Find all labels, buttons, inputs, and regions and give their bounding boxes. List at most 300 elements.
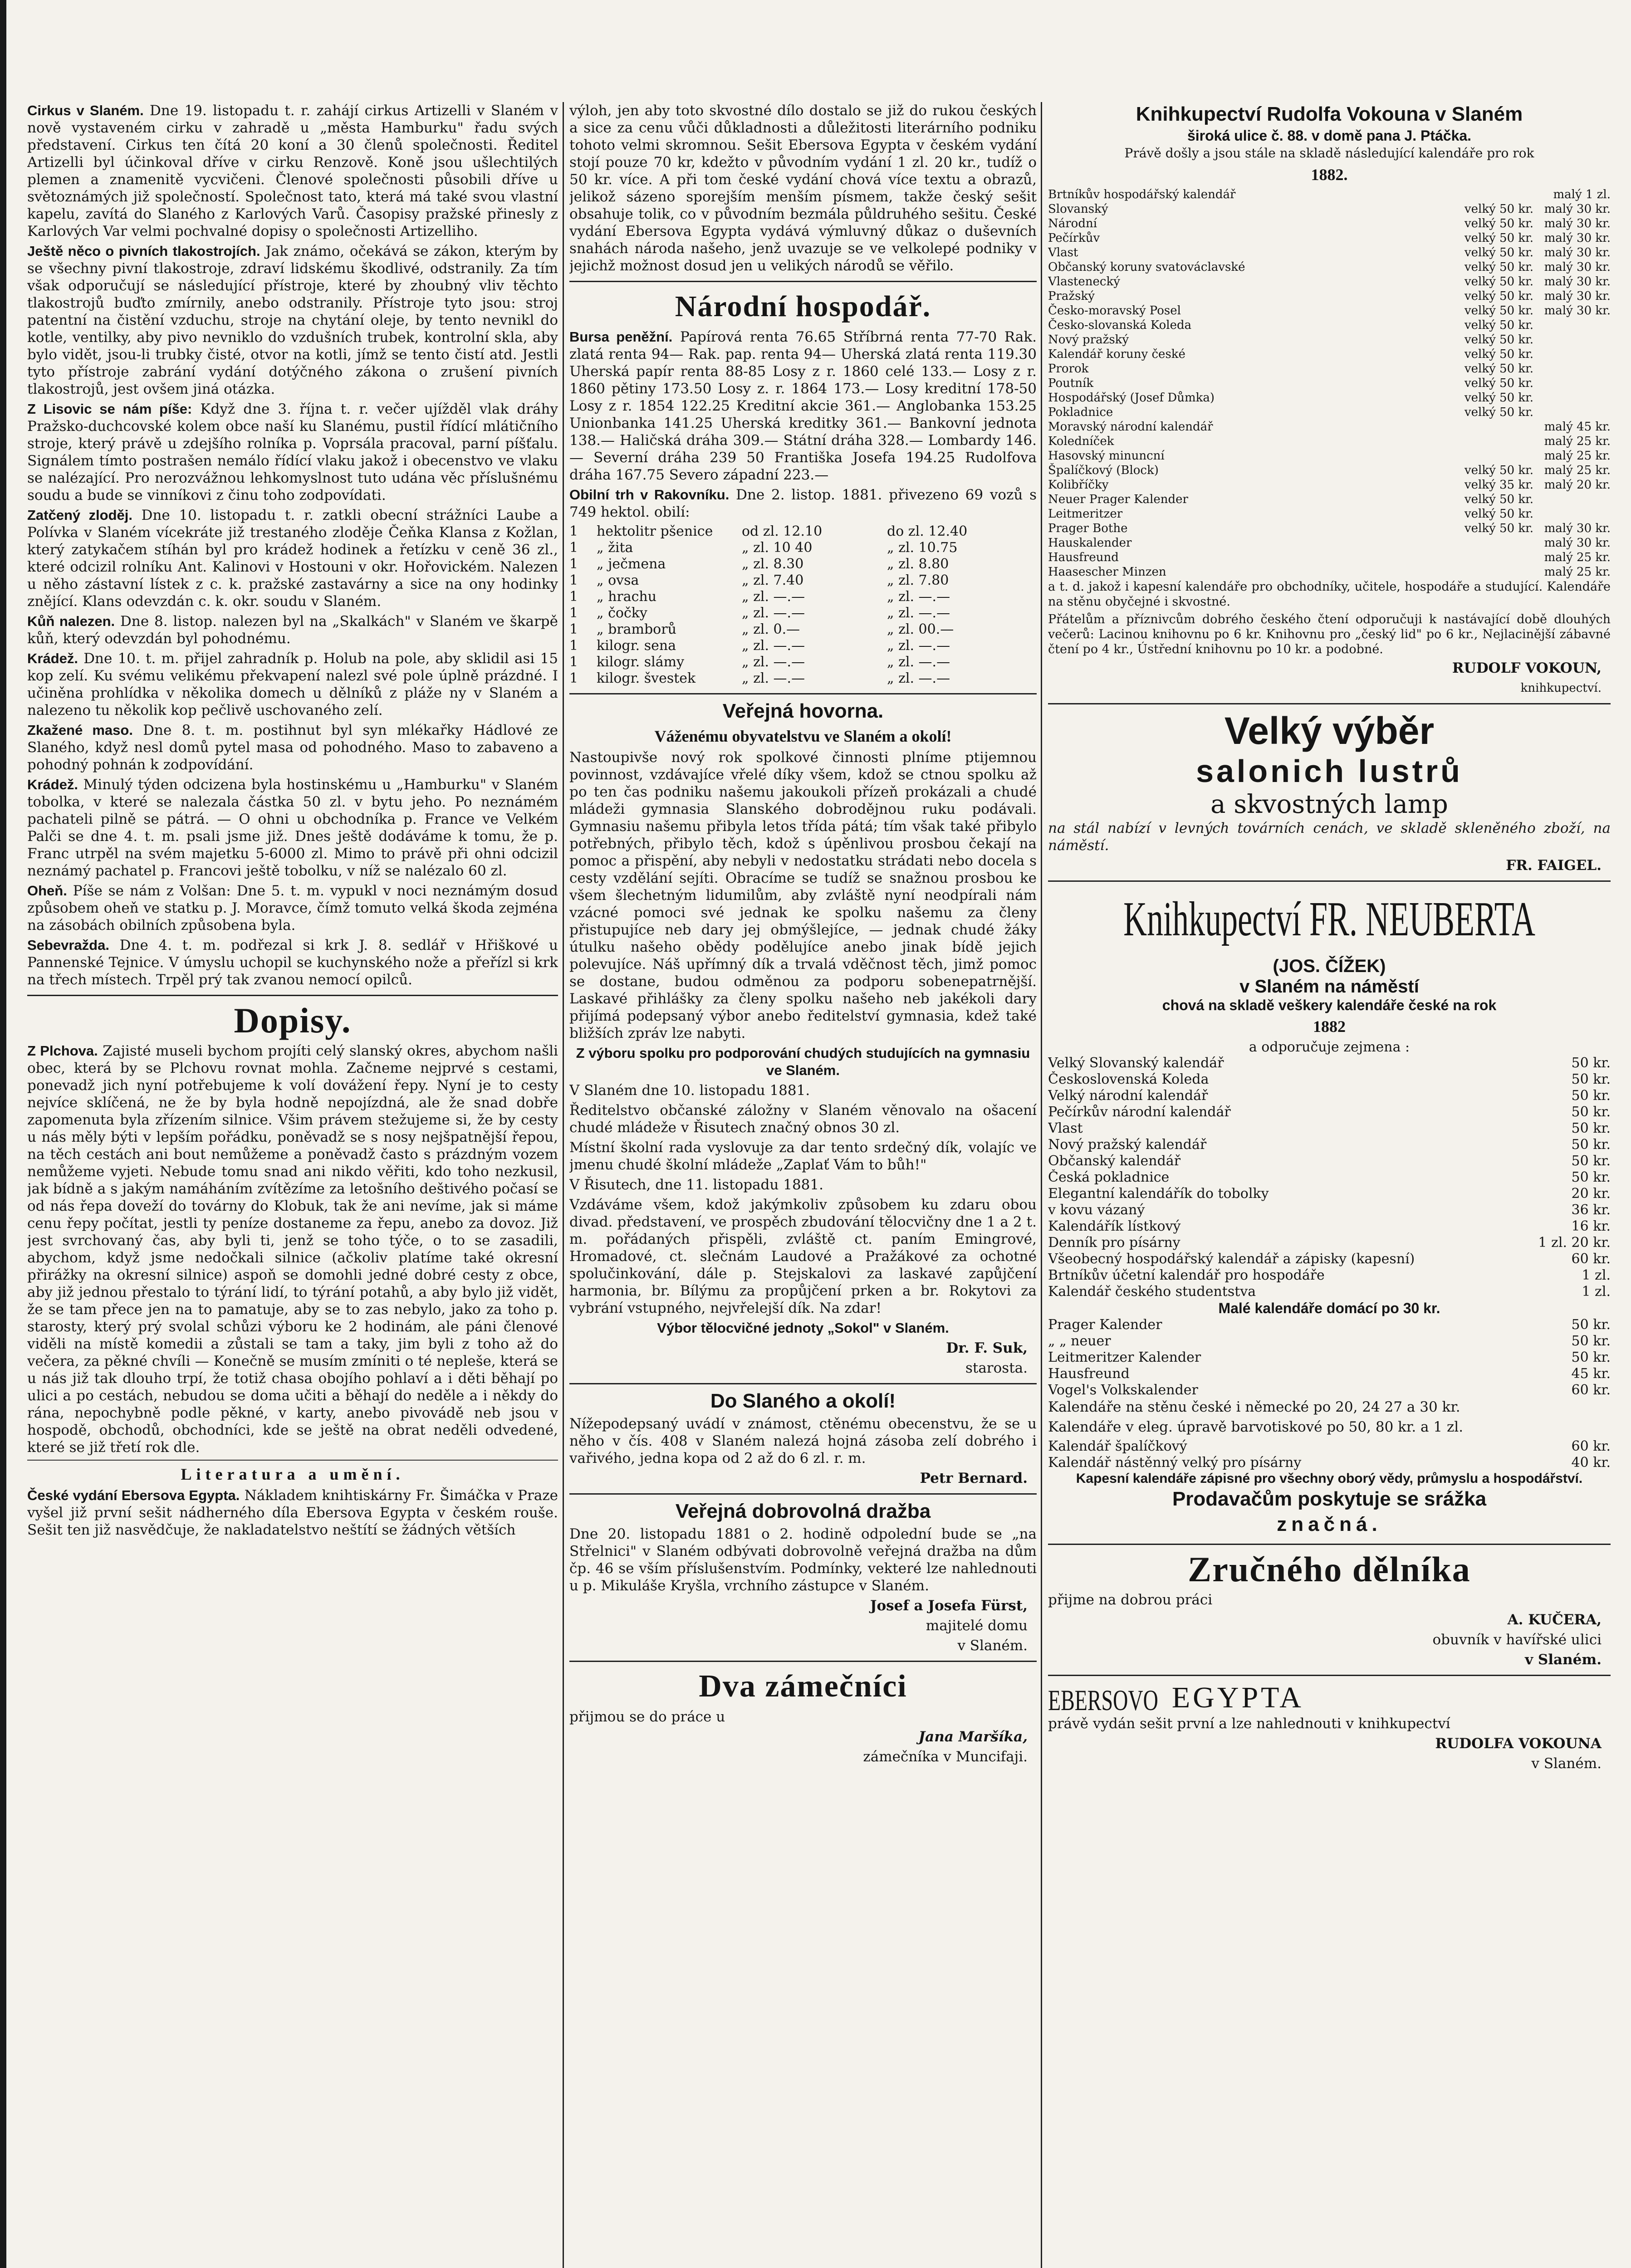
ad-faigel-subtitle: salonich lustrů bbox=[1196, 753, 1463, 789]
calendar-name: Velký národní kalendář bbox=[1048, 1088, 1208, 1104]
calendar-name: Moravský národní kalendář bbox=[1048, 420, 1213, 434]
grain-cell: „ zl. —.— bbox=[887, 589, 950, 605]
calendar-row bbox=[1048, 449, 1611, 463]
ad-vokoun-intro: Právě došly a jsou stále na skladě následující kalendáře pro rok bbox=[1124, 146, 1534, 161]
calendar-name: Leitmeritzer Kalender bbox=[1048, 1349, 1201, 1365]
grain-cell: „ zl. 10.75 bbox=[887, 540, 958, 556]
calendar-price-large bbox=[1456, 434, 1533, 449]
calendar-row bbox=[1048, 1137, 1611, 1153]
calendar-row bbox=[1048, 550, 1611, 565]
grain-row bbox=[569, 540, 1037, 556]
calendar-row bbox=[1048, 303, 1611, 318]
calendar-price: 50 kr. bbox=[1571, 1169, 1611, 1185]
calendar-row bbox=[1048, 521, 1611, 536]
grain-cell: 1 bbox=[569, 670, 578, 686]
calendar-row bbox=[1048, 332, 1611, 347]
ad-neubert-location: v Slaném na náměstí bbox=[1239, 977, 1419, 997]
calendar-price-large: velký 50 kr. bbox=[1464, 289, 1533, 303]
article-grain: Obilní trh v Rakovníku. Dne 2. listop. 1881. přivezeno 69 vozů s 749 hektol. obilí: bbox=[569, 487, 1037, 520]
section-title-dopisy: Dopisy. bbox=[234, 1001, 352, 1040]
calendar-price-large: velký 50 kr. bbox=[1464, 217, 1533, 230]
ad-vokoun-note2: Přátelům a příznivcům dobrého českého čtení odporučuji k nastávající době dlouhých večerů: Lacinou knihovnu po 6 kr. Knihovnu pro „český lid" po 6 kr., Nejlacinější zábavné čtení po 4 kr., Ústřední knihovnu po 10 kr. a podobné. bbox=[1048, 612, 1611, 656]
grain-cell: „ zl. —.— bbox=[887, 670, 950, 686]
ad-faigel-subtitle2: a skvostných lamp bbox=[1210, 790, 1448, 819]
section-divider bbox=[569, 1383, 1037, 1384]
article-lisovic: Z Lisovic se nám píše: Když dne 3. října t. r. večer ujížděl vlak dráhy Pražsko-duchcovské kolem obce naší ku Slanému, pustil řídící mlátičního stroje, který právě u zdejšího rolníka p. Voprsála pracoval, parní píšťalu. Signálem tímto postrašen nemálo řídící vlaku jakož i obecenstvo ve vlaku se nalézající. Pro nerozvážnou lehkomyslnost tuto udána věc příslušnému soudu a bude se vinníkovi z činu toho zodpovídati. bbox=[27, 401, 558, 503]
calendar-price-large: velký 50 kr. bbox=[1464, 231, 1533, 245]
ad-faigel-title: Velký výběr bbox=[1224, 709, 1435, 752]
ad-kucera-text: přijme na dobrou práci bbox=[1048, 1592, 1213, 1608]
grain-row bbox=[569, 621, 1037, 638]
grain-cell: „ zl. —.— bbox=[742, 654, 805, 670]
calendar-row bbox=[1048, 1284, 1611, 1300]
calendar-name: Hospodářský (Josef Důmka) bbox=[1048, 391, 1215, 405]
calendar-row bbox=[1048, 289, 1611, 303]
grain-cell: „ zl. 7.40 bbox=[742, 572, 804, 588]
calendar-price-small: malý 1 zl. bbox=[1553, 188, 1611, 201]
calendar-price: 50 kr. bbox=[1571, 1088, 1611, 1104]
calendar-row bbox=[1048, 1169, 1611, 1186]
calendar-row bbox=[1048, 434, 1611, 449]
grain-cell: 1 bbox=[569, 654, 578, 670]
ad-vokoun-title: Knihkupectví Rudolfa Vokouna v Slaném bbox=[1136, 103, 1523, 125]
calendar-price-large: velký 50 kr. bbox=[1464, 347, 1533, 361]
calendar-price-small bbox=[1533, 332, 1611, 347]
calendar-name: Kalendář nástěnný velký pro písárny bbox=[1048, 1455, 1302, 1471]
calendar-name: Nový pražský bbox=[1048, 333, 1129, 347]
grain-cell: „ čočky bbox=[597, 605, 647, 621]
calendar-row bbox=[1048, 260, 1611, 274]
ad-neubert-recommend: a odporučuje zejmena : bbox=[1249, 1039, 1410, 1055]
calendar-name: Hausfreund bbox=[1048, 551, 1119, 564]
calendar-price-small bbox=[1533, 376, 1611, 391]
ad-ebers-sig2: v Slaném. bbox=[1531, 1755, 1602, 1772]
calendar-price: 50 kr. bbox=[1571, 1071, 1611, 1087]
calendar-row bbox=[1048, 1186, 1611, 1202]
calendar-price-large: velký 50 kr. bbox=[1464, 202, 1533, 216]
ad-slaneho-text: Nížepodepsaný uvádí v známost, ctěnému obecenstvu, že se u něho v čís. 408 v Slaném nalezá hojná zásoba zelí dobrého i vařivého, jedna kopa od 2 až do 6 zl. r. m. bbox=[569, 1416, 1037, 1466]
section-title-literatura: Literatura a umění. bbox=[181, 1465, 405, 1483]
section-divider bbox=[1048, 703, 1611, 704]
calendar-name: Elegantní kalendářík do tobolky bbox=[1048, 1186, 1269, 1202]
section-divider bbox=[27, 995, 558, 996]
ad-faigel-text: na stál nabízí v levných továrních cenách, ve skladě skleněného zboží, na náměstí. bbox=[1048, 820, 1611, 854]
sokol-signature: Výbor tělocvičné jednoty „Sokol" v Slaném. bbox=[657, 1320, 949, 1336]
calendar-row bbox=[1048, 376, 1611, 391]
sokol-name: Dr. F. Suk, bbox=[946, 1340, 1028, 1356]
calendar-price-large bbox=[1456, 187, 1533, 202]
grain-cell: „ hrachu bbox=[597, 589, 657, 605]
calendar-name: Nový pražský kalendář bbox=[1048, 1137, 1207, 1153]
calendar-row bbox=[1048, 391, 1611, 405]
calendar-price-large bbox=[1456, 420, 1533, 434]
grain-cell: „ zl. —.— bbox=[887, 654, 950, 670]
grain-cell: „ bramborů bbox=[597, 621, 676, 637]
zalozna-note: Ředitelstvo občanské záložny v Slaném věnovalo na ošacení chudé mládeže v Řisutech značný obnos 30 zl. bbox=[569, 1102, 1037, 1136]
calendar-price: 50 kr. bbox=[1571, 1153, 1611, 1169]
ad-faigel-signature: FR. FAIGEL. bbox=[1506, 857, 1602, 874]
grain-cell: 1 bbox=[569, 556, 578, 572]
calendar-name: Hauskalender bbox=[1048, 536, 1132, 550]
calendar-name: Všeobecný hospodářský kalendář a zápisky (kapesní) bbox=[1048, 1251, 1415, 1267]
calendar-price: 60 kr. bbox=[1571, 1382, 1611, 1398]
calendar-row bbox=[1048, 1218, 1611, 1235]
calendar-name: Česká pokladnice bbox=[1048, 1169, 1170, 1185]
section-divider bbox=[1048, 1675, 1611, 1676]
calendar-row bbox=[1048, 1120, 1611, 1137]
calendar-price-small: malý 20 kr. bbox=[1544, 478, 1611, 492]
grain-cell: „ zl. 8.30 bbox=[742, 556, 804, 572]
thanks-subtitle: Váženému obyvatelstvu ve Slaném a okolí! bbox=[654, 727, 952, 745]
grain-cell: „ zl. —.— bbox=[887, 638, 950, 654]
section-divider bbox=[569, 693, 1037, 694]
calendar-price-large: velký 50 kr. bbox=[1464, 464, 1533, 477]
calendar-row bbox=[1048, 492, 1611, 507]
calendar-name: Haasescher Minzen bbox=[1048, 565, 1166, 579]
ad-title-slaneho: Do Slaného a okolí! bbox=[710, 1390, 896, 1412]
ad-neubert-title: Knihkupectví FR. NEUBERTA bbox=[1123, 892, 1535, 946]
calendar-row bbox=[1048, 507, 1611, 521]
calendar-name: Hausfreund bbox=[1048, 1366, 1130, 1382]
calendar-name: Kalendář českého studentstva bbox=[1048, 1284, 1256, 1300]
ad-drazba-text: Dne 20. listopadu 1881 o 2. hodině odpolední bude se „na Střelnici" v Slaném odbývati dobrovolně veřejná dražba na dům čp. 46 se vším příslušenstvím. Podmínky, vekteré lze nahlednouti u p. Mikuláše Kryšla, vrchního zástupce v Slaném. bbox=[569, 1526, 1037, 1594]
grain-cell: 1 bbox=[569, 540, 578, 556]
ad-kucera-sig3: v Slaném. bbox=[1525, 1652, 1602, 1668]
calendar-row bbox=[1048, 1088, 1611, 1104]
ad-zamecnici-sig2: zámečníka v Muncifaji. bbox=[863, 1749, 1028, 1765]
calendar-row bbox=[1048, 478, 1611, 492]
calendar-name: Pražský bbox=[1048, 289, 1095, 303]
calendar-price-small bbox=[1533, 507, 1611, 521]
calendar-price: 40 kr. bbox=[1571, 1455, 1611, 1471]
section-divider bbox=[27, 1460, 558, 1461]
article-fire: Oheň. Píše se nám z Volšan: Dne 5. t. m. vypukl v noci neznámým dosud způsobem oheň ve statku p. J. Moravce, čímž tomuto velká škoda zejména na zásobách obilních způsobena byla. bbox=[27, 883, 558, 934]
calendar-name: Brtníkův účetní kalendář pro hospodáře bbox=[1048, 1267, 1325, 1283]
ad-ebers-word2: EGYPTA bbox=[1171, 1681, 1304, 1714]
calendar-row bbox=[1048, 1455, 1611, 1471]
ad-drazba-sig3: v Slaném. bbox=[957, 1637, 1028, 1654]
calendar-name: Hasovský minuncní bbox=[1048, 449, 1165, 463]
calendar-price-large: velký 50 kr. bbox=[1464, 246, 1533, 259]
grain-cell: „ zl. 7.80 bbox=[887, 572, 949, 588]
calendar-name: Poutník bbox=[1048, 376, 1094, 390]
ad-drazba-sig2: majitelé domu bbox=[926, 1618, 1028, 1634]
ad-neubert-sale2: značná. bbox=[1277, 1513, 1382, 1535]
calendar-price: 60 kr. bbox=[1571, 1438, 1611, 1454]
grain-cell: „ zl. 00.— bbox=[887, 621, 954, 637]
calendar-name: Slovanský bbox=[1048, 202, 1108, 216]
calendar-name: Občanský koruny svatováclavské bbox=[1048, 260, 1245, 274]
calendar-name: Prorok bbox=[1048, 362, 1089, 376]
ad-ebers-word1: EBERSOVO bbox=[1048, 1684, 1158, 1717]
thanks-signature: Z výboru spolku pro podporování chudých studujících na gymnasiu ve Slaném. bbox=[576, 1045, 1030, 1078]
ad-vokoun-sig2: knihkupectví. bbox=[1520, 681, 1602, 695]
calendar-price-large: velký 50 kr. bbox=[1464, 362, 1533, 376]
ad-zamecnici-signature: Jana Maršíka, bbox=[918, 1729, 1028, 1745]
calendar-price-small: malý 30 kr. bbox=[1544, 304, 1611, 318]
ad-vokoun-note: a t. d. jakož i kapesní kalendáře pro obchodníky, učitele, hospodáře a studující. Kalendáře na stěnu obyčejné i skvostné. bbox=[1048, 580, 1611, 609]
calendar-price-large: velký 50 kr. bbox=[1464, 493, 1533, 506]
calendar-name: Kalendářík lístkový bbox=[1048, 1218, 1181, 1234]
school-note: Místní školní rada vyslovuje za dar tento srdečný dík, volajíc ve jmenu chudé školní mládeže „Zaplať Vám to bůh!" bbox=[569, 1139, 1037, 1173]
calendar-price-large: velký 50 kr. bbox=[1464, 318, 1533, 332]
calendar-row bbox=[1048, 202, 1611, 216]
grain-cell: „ zl. 0.— bbox=[742, 621, 800, 637]
grain-cell: „ zl. —.— bbox=[742, 589, 805, 605]
calendar-row bbox=[1048, 1366, 1611, 1382]
calendar-price-large: velký 50 kr. bbox=[1464, 376, 1533, 390]
grain-row bbox=[569, 670, 1037, 687]
calendar-price: 50 kr. bbox=[1571, 1317, 1611, 1333]
calendar-price: 1 zl. bbox=[1582, 1267, 1611, 1283]
article-horse: Kůň nalezen. Dne 8. listop. nalezen byl na „Skalkách" v Slaném ve škarpě kůň, který odevzdán byl pohodnému. bbox=[27, 613, 558, 647]
article-literatura-cont: výloh, jen aby toto skvostné dílo dostalo se již do rukou českých a sice za cenu vůči důkladnosti a důležitosti literárního podniku tohoto velmi skromnou. Sešit Ebersova Egypta v českém vydání stojí pouze 70 kr, kdežto v původním vydání 1 zl. 20 kr., tudíž o 50 kr. více. A při tom české vydání chová více textu a obrazů, jelikož sázeno sporejším menším písmem, takže český sešit obsahuje tolik, co v původním bezmála půldruhého sešitu. České vydání Ebersova Egypta vydává výmluvný důkaz o duševních snahách národa našeho, jenž uvazuje se ve velkolepé podniky v jejichž možnost dosud jen u velikých národů se věřilo. bbox=[569, 103, 1037, 274]
calendar-row bbox=[1048, 1055, 1611, 1071]
column-middle bbox=[569, 102, 1037, 2268]
calendar-name: Pečírkův bbox=[1048, 231, 1100, 245]
grain-cell: „ ječmena bbox=[597, 556, 666, 572]
calendar-name: Vlastenecký bbox=[1048, 275, 1120, 288]
calendar-price: 50 kr. bbox=[1571, 1137, 1611, 1153]
calendar-row bbox=[1048, 1267, 1611, 1284]
calendar-name: v kovu vázaný bbox=[1048, 1202, 1145, 1218]
ad-neubert-intro: chová na skladě veškery kalendáře české na rok bbox=[1162, 997, 1497, 1013]
ad-neubert-pocket: Kapesní kalendáře zápisné pro všechny oborý vědy, průmyslu a hospodářství. bbox=[1076, 1471, 1583, 1486]
calendar-price-large: velký 35 kr. bbox=[1464, 478, 1533, 492]
ad-ebers-text: právě vydán sešit první a lze nahlednouti v knihkupectví bbox=[1048, 1716, 1450, 1732]
grain-cell: 1 bbox=[569, 572, 578, 588]
grain-cell: „ zl. 10 40 bbox=[742, 540, 813, 556]
calendar-price-small: malý 25 kr. bbox=[1544, 464, 1611, 477]
neubert-calendar-table bbox=[1048, 1055, 1611, 1300]
calendar-price: 60 kr. bbox=[1571, 1251, 1611, 1267]
article-theft: Krádež. Dne 10. t. m. přijel zahradník p. Holub na pole, aby sklidil asi 15 kop zelí. Ku svému velikému překvapení nalezl své pole úplně prázdné. I učiněna prohlídka v několika domech u dělníků z pláže ny v Slaném a nalezeno tu několik kop pečlivě uschovaného zelí. bbox=[27, 650, 558, 719]
calendar-price-small: malý 30 kr. bbox=[1544, 275, 1611, 288]
calendar-price-small: malý 30 kr. bbox=[1544, 260, 1611, 274]
grain-cell: 1 bbox=[569, 589, 578, 605]
grain-cell: „ zl. —.— bbox=[742, 605, 805, 621]
calendar-row bbox=[1048, 362, 1611, 376]
calendar-name: Kalendář špalíčkový bbox=[1048, 1438, 1187, 1454]
calendar-name: Prager Kalender bbox=[1048, 1317, 1162, 1333]
grain-row bbox=[569, 654, 1037, 670]
calendar-name: Denník pro písárny bbox=[1048, 1235, 1180, 1251]
calendar-row bbox=[1048, 274, 1611, 289]
calendar-row bbox=[1048, 1104, 1611, 1120]
calendar-price-small: malý 30 kr. bbox=[1544, 289, 1611, 303]
article-literatura: České vydání Ebersova Egypta. Nákladem knihtiskárny Fr. Šimáčka v Praze vyšel již první sešit nádherného díla Ebersova Egypta v českém rouše. Sešit ten již nasvědčuje, že nakladatelstvo neštítí se žádných větších bbox=[27, 1487, 558, 1538]
article-bourse: Bursa peněžní. Papírová renta 76.65 Stříbrná renta 77-70 Rak. zlatá renta 94— Rak. pap. renta 94— Uherská zlatá renta 119.30 Uherská papír renta 88-85 Losy z r. 1860 celé 133.— Losy z r. 1860 pětiny 173.50 Losy z. r. 1864 173.— Losy kreditní 178-50 Losy z r. 1854 122.25 Kreditní akcie 361.— Anglobanka 153.25 Unionbanka 141.25 Uherská kreditky 361.— Bankovní jednota 138.— Haličská dráha 309.— Státní dráha 328.— Lombardy 146.— Severní dráha 239 50 Františka Josefa 194.25 Rudolfova dráha 167.75 Severo západní 223.— bbox=[569, 329, 1037, 483]
ad-neubert-sale: Prodavačům poskytuje se srážka bbox=[1172, 1488, 1487, 1510]
calendar-price: 16 kr. bbox=[1571, 1218, 1611, 1234]
section-divider bbox=[569, 1661, 1037, 1662]
calendar-price-small: malý 25 kr. bbox=[1544, 449, 1611, 463]
section-divider bbox=[569, 1493, 1037, 1495]
calendar-row bbox=[1048, 1235, 1611, 1251]
calendar-name: Vlast bbox=[1048, 246, 1078, 259]
ad-drazba-signature: Josef a Josefa Fürst, bbox=[870, 1598, 1028, 1614]
calendar-row bbox=[1048, 245, 1611, 260]
calendar-price-large bbox=[1456, 565, 1533, 579]
calendar-price: 50 kr. bbox=[1571, 1120, 1611, 1136]
calendar-price: 50 kr. bbox=[1571, 1055, 1611, 1071]
section-divider bbox=[1048, 1544, 1611, 1545]
grain-row bbox=[569, 638, 1037, 654]
thanks-text: Nastoupivše nový rok spolkové činnosti plníme ptijemnou povinnost, vzdávajíce vřelé díky všem, kdož se ctnou spolku až po ten čas podniku našemu jakoukoli přízeň prokázali a chudé mládeži gymnasia Slanského dobrodějnou ruku podávali. Gymnasiu našemu přibyla letos třída pátá; tím však také přibylo potřebných, přibylo těch, kdož s úpěnlivou prosbou čekají na pomoc a přispění, aby nebyli v nedostatku strádati nebo docela s cesty vzdělání sejíti. Obracíme se tudíž se snažnou prosbou ke všem šlechetným lidumilům, aby zvláště nyní neodpírali nám vzácné pomoci své jednak ke spolku našemu za členy přistupujíce neb dary jej obmýšlejíce, — jednak chudé žáky útulku našeho obědy podělujíce anebo jinak bídě jejich polevujíce. Náš upřímný dík a trvalá vděčnost těch, jimž pomoc se dostane, budou odměnou za podporu sobenepatrnější. Laskavé přihlášky za členy spolku našeho neb jakékoli dary přijímá podepsaný výbor anebo ředitelství gymnasia, kdež také bližších zpráv lze nabyti. bbox=[569, 749, 1037, 1041]
calendar-price-large bbox=[1456, 536, 1533, 550]
calendar-price-small bbox=[1533, 492, 1611, 507]
calendar-price-small bbox=[1533, 347, 1611, 362]
grain-cell: „ žita bbox=[597, 540, 633, 556]
neubert-calendar-table2 bbox=[1048, 1317, 1611, 1398]
article-suicide: Sebevražda. Dne 4. t. m. podřezal si krk J. 8. sedlář v Hřiškové u Pannenské Tejnice. V úmyslu uchopil se kuchynského nože a přeřízl si krk na třech místech. Trpěl prý tak zvanou nemocí opilců. bbox=[27, 937, 558, 988]
ad-ebers-signature: RUDOLFA VOKOUNA bbox=[1435, 1735, 1602, 1752]
column-left bbox=[27, 102, 558, 2268]
scan-edge bbox=[0, 0, 6, 2268]
ad-kucera-title: Zručného dělníka bbox=[1188, 1549, 1471, 1589]
calendar-price-large: velký 50 kr. bbox=[1464, 304, 1533, 318]
calendar-price-large: velký 50 kr. bbox=[1464, 260, 1533, 274]
calendar-name: Špalíčkový (Block) bbox=[1048, 464, 1159, 477]
grain-cell: 1 bbox=[569, 605, 578, 621]
grain-cell: 1 bbox=[569, 638, 578, 654]
school-date: V Řisutech, dne 11. listopadu 1881. bbox=[569, 1177, 823, 1193]
ad-kucera-signature: A. KUČERA, bbox=[1507, 1612, 1602, 1628]
calendar-price-small: malý 30 kr. bbox=[1544, 246, 1611, 259]
sokol-role: starosta. bbox=[965, 1360, 1028, 1376]
article-circus: Cirkus v Slaném. Dne 19. listopadu t. r. zahájí cirkus Artizelli v Slaném v nově vystaveném cirku v zahradě u „města Hamburku" řadu svých představení. Cirkus ten čítá 20 koní a 30 členů společnosti. Ředitel Artizelli byl účinkoval dříve v cirku Renzově. Koně jsou ušlechtilých plemen a znamenitě vycvičeni. Členové společnosti působili dříve u světoznámých již společností. Společnost tato, která má také svou vlastní kapelu, zavítá do Slaného z Karlových Varů. Časopisy pražské přinesly z Karlových Var velmi pochvalné dopisy o společnosti Artizelliho. bbox=[27, 103, 558, 240]
calendar-row bbox=[1048, 216, 1611, 231]
section-divider bbox=[1048, 880, 1611, 882]
calendar-price-large bbox=[1456, 550, 1533, 565]
calendar-price-large: velký 50 kr. bbox=[1464, 333, 1533, 347]
grain-cell: „ ovsa bbox=[597, 572, 639, 588]
calendar-row bbox=[1048, 1202, 1611, 1218]
calendar-row bbox=[1048, 1251, 1611, 1267]
calendar-row bbox=[1048, 1349, 1611, 1366]
ad-vokoun-address: široká ulice č. 88. v domě pana J. Ptáčka. bbox=[1187, 127, 1472, 144]
calendar-price-large: velký 50 kr. bbox=[1464, 391, 1533, 405]
column-rule bbox=[1041, 102, 1042, 2268]
column-rule bbox=[563, 102, 564, 2268]
calendar-row bbox=[1048, 347, 1611, 362]
calendar-price-large: velký 50 kr. bbox=[1464, 406, 1533, 419]
calendar-row bbox=[1048, 536, 1611, 550]
calendar-price-small bbox=[1533, 362, 1611, 376]
calendar-price-large bbox=[1456, 449, 1533, 463]
calendar-row bbox=[1048, 463, 1611, 478]
grain-cell: „ zl. —.— bbox=[742, 638, 805, 654]
ad-neubert-wall: Kalendáře na stěnu české i německé po 20, 24 27 a 30 kr. bbox=[1048, 1399, 1460, 1415]
grain-row bbox=[569, 589, 1037, 605]
calendar-price-small: malý 25 kr. bbox=[1544, 551, 1611, 564]
calendar-name: Neuer Prager Kalender bbox=[1048, 493, 1188, 506]
calendar-price-small bbox=[1533, 391, 1611, 405]
grain-cell: 1 bbox=[569, 523, 578, 539]
ad-kucera-sig2: obuvník v havířské ulici bbox=[1432, 1632, 1602, 1648]
calendar-price: 50 kr. bbox=[1571, 1104, 1611, 1120]
calendar-price-small: malý 45 kr. bbox=[1544, 420, 1611, 434]
calendar-name: Prager Bothe bbox=[1048, 522, 1128, 535]
ad-title-drazba: Veřejná dobrovolná dražba bbox=[675, 1500, 931, 1522]
calendar-name: Brtníkův hospodářský kalendář bbox=[1048, 188, 1236, 201]
neubert-calendar-table3 bbox=[1048, 1438, 1611, 1471]
article-beer: Ještě něco o pivních tlakostrojích. Jak známo, očekává se zákon, kterým by se všechny pivní tlakostroje, zdraví lidskému škodlivé, odstranily. Za tím však odporučují se následující přístroje, které by zhoubný vliv těchto tlakostrojů buďto zmírnily, anebo odstranily. Přístroje tyto jsou: stroj patentní na čistění vzduchu, stroje na chytání oleje, by tento nevnikl do kotle, ventilky, aby pivo nevniklo do vzdušních trubek, kontrolní skla, aby bylo vidět, jsou-li trubky čisté, otvor na kotli, jímž se tento čistí atd. Jestli tyto přístroje zabrání vydání dotýčného zákona o zrušení pivních tlakostrojů, jest ovšem jiná otázka. bbox=[27, 243, 558, 397]
calendar-price-large: velký 50 kr. bbox=[1464, 522, 1533, 535]
calendar-name: Pokladnice bbox=[1048, 406, 1113, 419]
article-meat: Zkažené maso. Dne 8. t. m. postihnut byl syn mlékařky Hádlové ze Slaného, když nesl domů pytel masa od pohodného. Maso to zabaveno a pohodný pohnán k zodpovídání. bbox=[27, 722, 558, 773]
ad-neubert-owner: (JOS. ČÍŽEK) bbox=[1273, 956, 1386, 976]
ad-neubert-year: 1882 bbox=[1313, 1017, 1346, 1036]
calendar-name: Kalendář koruny české bbox=[1048, 347, 1185, 361]
calendar-price-small: malý 30 kr. bbox=[1544, 202, 1611, 216]
calendar-row bbox=[1048, 231, 1611, 245]
grain-cell: kilogr. slámy bbox=[597, 654, 685, 670]
article-plchov: Z Plchova. Zajisté museli bychom projíti celý slanský okres, abychom našli obec, která by se Plchovu rovnat mohla. Začneme nejprvé s cestami, ponevadž jich nyní potřebujeme k volí dovážení řepy. Nyní je to cesty nejvíce sklíčená, ne že by byla hodně nepojízdná, ale že snad dobře zapomenuta byla zřízením silnice. Všim právem stežujeme si, že by cesty u nás měly býti v lepším pořádku, poněvadž se s nosy nejšpatnější řepou, na těch cestách ani bout nemůžeme a poněvadž často s prázdným vozem nemůžeme vyjeti. Nebude tomu snad ani nikdo věřiti, kdo toho nezkusil, jak bídně a s jakým namáháním zvítězíme za letošního deštivého počasí se od nás řepa doveží do továrny do Klobuk, tak že ani nevíme, jak si máme cenu řepy počítat, jestli ty peníze dostaneme za řepu, anebo za dovoz. Již jest svrchovaný čas, aby byli ti, jenž se toho týče, o to se zasadili, abychom, když jsme nedočkali silnice (ačkoliv platíme také okresní přirážky na okresní silnice) aspoň se domohli jedné dobré cesty z obce, aby již jednou přestalo to týrání lidí, to týrání potahů, a aby bylo již vidět, že se tam přece jen na to pamatuje, aby se to zas nebylo, jako za toho p. starosty, který prý svolal schůzi výboru ke 2 hodinám, ale páni členové viděli na místě komedii a zůstali se tam a taky, jim byli z toho až do večera, za pěkné chvíli — Konečně se musím zmíniti o té nepleše, která se u nás již tak dlouho trpí, že totiž chasa obojího pohlaví a i děti běhají po ulici a po cestách, nebudou se doma učiti a běhají do neděle a i někdy do rána, nepochybně podle pěkné, v karty, anebo pivovádě neb jsou v hospodě, obchodů, obchodníci, kde se ještě na obrat neděli odvedené, které se již třetí rok dle. bbox=[27, 1043, 558, 1456]
section-divider bbox=[569, 281, 1037, 282]
calendar-name: Kolibříčky bbox=[1048, 478, 1109, 492]
calendar-row bbox=[1048, 420, 1611, 434]
calendar-price-small: malý 30 kr. bbox=[1544, 522, 1611, 535]
calendar-price: 1 zl. 20 kr. bbox=[1538, 1235, 1611, 1251]
calendar-price: 36 kr. bbox=[1571, 1202, 1611, 1218]
calendar-row bbox=[1048, 1438, 1611, 1455]
calendar-price-small bbox=[1533, 405, 1611, 420]
grain-cell: „ zl. 8.80 bbox=[887, 556, 949, 572]
grain-cell: „ zl. —.— bbox=[887, 605, 950, 621]
grain-cell: do zl. 12.40 bbox=[887, 523, 968, 539]
calendar-price-small: malý 30 kr. bbox=[1544, 217, 1611, 230]
calendar-name: Česko-moravský Posel bbox=[1048, 304, 1181, 318]
calendar-price: 45 kr. bbox=[1571, 1366, 1611, 1382]
calendar-price-small: malý 30 kr. bbox=[1544, 536, 1611, 550]
grain-row bbox=[569, 556, 1037, 572]
ad-title-zamecnici: Dva zámečníci bbox=[699, 1669, 907, 1704]
grain-row bbox=[569, 523, 1037, 540]
grain-cell: hektolitr pšenice bbox=[597, 523, 713, 539]
article-theft: Krádež. Minulý týden odcizena byla hostinskému u „Hamburku" v Slaném tobolka, v které se nalezala částka 50 zl. v bytu jeho. Po neznámém pachateli pilně se pátrá. — O ohni u obchodníka p. France ve Velkém Palči se dne 4. t. m. psali jsme již. Dnes ještě dodáváme k tomu, že p. Franc utrpěl na svém majetku 5-6000 zl. Mimo to právě při ohni odcizil neznámý pachatel p. Francovi ještě tobolku, v níž se nalézalo 60 zl. bbox=[27, 777, 558, 879]
calendar-name: Vlast bbox=[1048, 1120, 1083, 1136]
calendar-price-large: velký 50 kr. bbox=[1464, 275, 1533, 288]
ad-zamecnici-text: přijmou se do práce u bbox=[569, 1709, 725, 1725]
calendar-row bbox=[1048, 187, 1611, 202]
grain-cell: od zl. 12.10 bbox=[742, 523, 823, 539]
calendar-price-small: malý 25 kr. bbox=[1544, 565, 1611, 579]
article-thief: Zatčený zloděj. Dne 10. listopadu t. r. zatkli obecní strážníci Laube a Polívka v Slaném vícekráte již trestaného zloděje Čeňka Klansa z Kožlan, který zatykačem stíhán byl pro krádež hodinek a řetízku v ceně 36 zl., které odcizil rolníku Ant. Kalinovi v Hostouni v okr. Hořovickém. Nalezen u něho zástavní lístek z c. k. pražské zastavárny a sice na ony hodinky znějící. Klans odevzdán c. k. okr. soudu v Slaném. bbox=[27, 507, 558, 610]
section-title-hovorna: Veřejná hovorna. bbox=[722, 700, 884, 722]
calendar-price: 50 kr. bbox=[1571, 1333, 1611, 1349]
calendar-row bbox=[1048, 318, 1611, 332]
calendar-price-small: malý 30 kr. bbox=[1544, 231, 1611, 245]
grain-row bbox=[569, 572, 1037, 589]
vokoun-calendar-table bbox=[1048, 187, 1611, 579]
ad-neubert-eleg: Kalendáře v eleg. úpravě barvotiskové po 50, 80 kr. a 1 zl. bbox=[1048, 1419, 1464, 1435]
calendar-name: Velký Slovanský kalendář bbox=[1048, 1055, 1224, 1071]
calendar-row bbox=[1048, 565, 1611, 579]
grain-cell: „ zl. —.— bbox=[742, 670, 805, 686]
grain-table bbox=[569, 523, 1037, 687]
calendar-price-small bbox=[1533, 318, 1611, 332]
calendar-name: Leitmeritzer bbox=[1048, 507, 1123, 521]
calendar-name: Pečírkův národní kalendář bbox=[1048, 1104, 1231, 1120]
grain-row bbox=[569, 605, 1037, 621]
calendar-row bbox=[1048, 1153, 1611, 1169]
calendar-name: Vogel's Volkskalender bbox=[1048, 1382, 1198, 1398]
calendar-row bbox=[1048, 1382, 1611, 1398]
thanks-date: V Slaném dne 10. listopadu 1881. bbox=[569, 1082, 810, 1099]
calendar-name: „ „ neuer bbox=[1048, 1333, 1111, 1349]
calendar-price: 50 kr. bbox=[1571, 1349, 1611, 1365]
